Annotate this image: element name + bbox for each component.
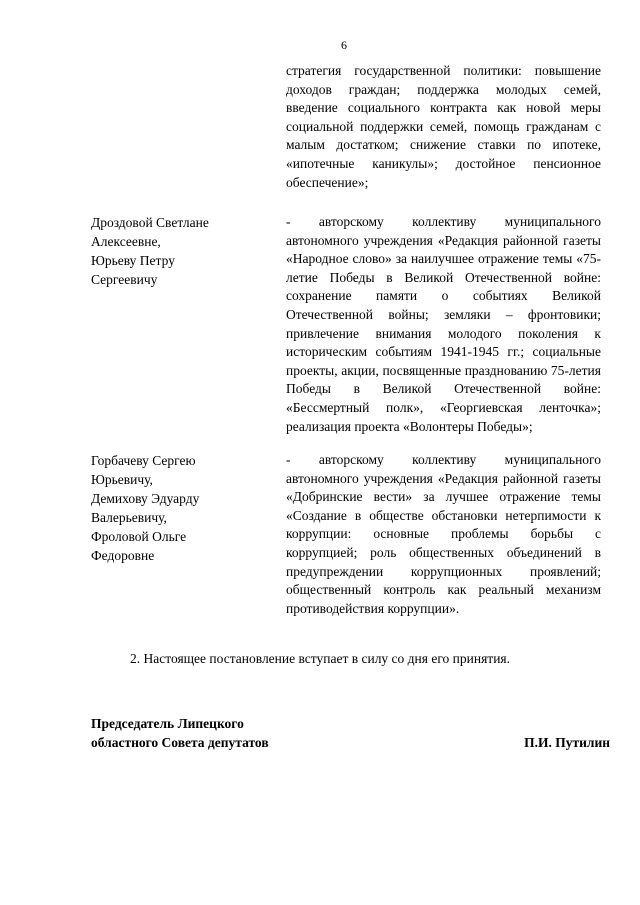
signature-title-line: Председатель Липецкого xyxy=(91,716,244,731)
recipient-line: Демихову Эдуарду xyxy=(91,491,200,506)
recipient-line: Дроздовой Светлане xyxy=(91,215,209,230)
recipient-names xyxy=(91,451,271,565)
recipient-line: Федоровне xyxy=(91,548,155,563)
signatory-name: П.И. Путилин xyxy=(524,735,610,750)
recipient-line: Юрьеву Петру xyxy=(91,253,175,268)
award-text: - авторскому коллективу муниципального автономного учреждения «Редакция районной газеты «Народное слово» за наилучшее отражение темы «75-летие Победы в Великой Отечественной войне: сохранение памяти о событиях Великой Отечественной войны; земляки – фронтовики; привлечение внимания молодого поколения к историческим событиям 1941-1945 гг.; социальные проекты, акции, посвященные празднованию 75-летия Победы в Великой Отечественной войне: «Бессмертный полк», «Георгиевская ленточка»; реализация проекта «Волонтеры Победы»; xyxy=(286,214,601,434)
signature-block xyxy=(91,714,610,752)
award-text: стратегия государственной политики: повышение доходов граждан; поддержка молодых семей, введение социального контракта как новой меры социальной поддержки семей, помощь гражданам с малым достатком; снижение ставки по ипотеке, «ипотечные каникулы»; достойное пенсионное обеспечение»; xyxy=(286,63,601,190)
signature-title-line: областного Совета депутатов xyxy=(91,735,269,750)
recipient-line: Сергеевичу xyxy=(91,272,158,287)
recipient-line: Юрьевичу, xyxy=(91,472,153,487)
recipient-line: Фроловой Ольге xyxy=(91,529,187,544)
clause-effective-date: 2. Настоящее постановление вступает в силу со дня его принятия. xyxy=(130,651,511,666)
recipient-names xyxy=(91,213,271,289)
recipient-line: Алексеевне, xyxy=(91,234,161,249)
award-text: - авторскому коллективу муниципального автономного учреждения «Редакция районной газеты «Добринские вести» за лучшее отражение темы «Создание в обществе обстановки нетерпимости к коррупции: основные проблемы борьбы с коррупцией; роль общественных объединений в предупреждении коррупционных проявлений; общественный контроль как реальный механизм противодействия коррупции». xyxy=(286,452,601,616)
page-number: 6 xyxy=(341,38,347,52)
recipient-line: Валерьевичу, xyxy=(91,510,167,525)
recipient-line: Горбачеву Сергею xyxy=(91,453,196,468)
